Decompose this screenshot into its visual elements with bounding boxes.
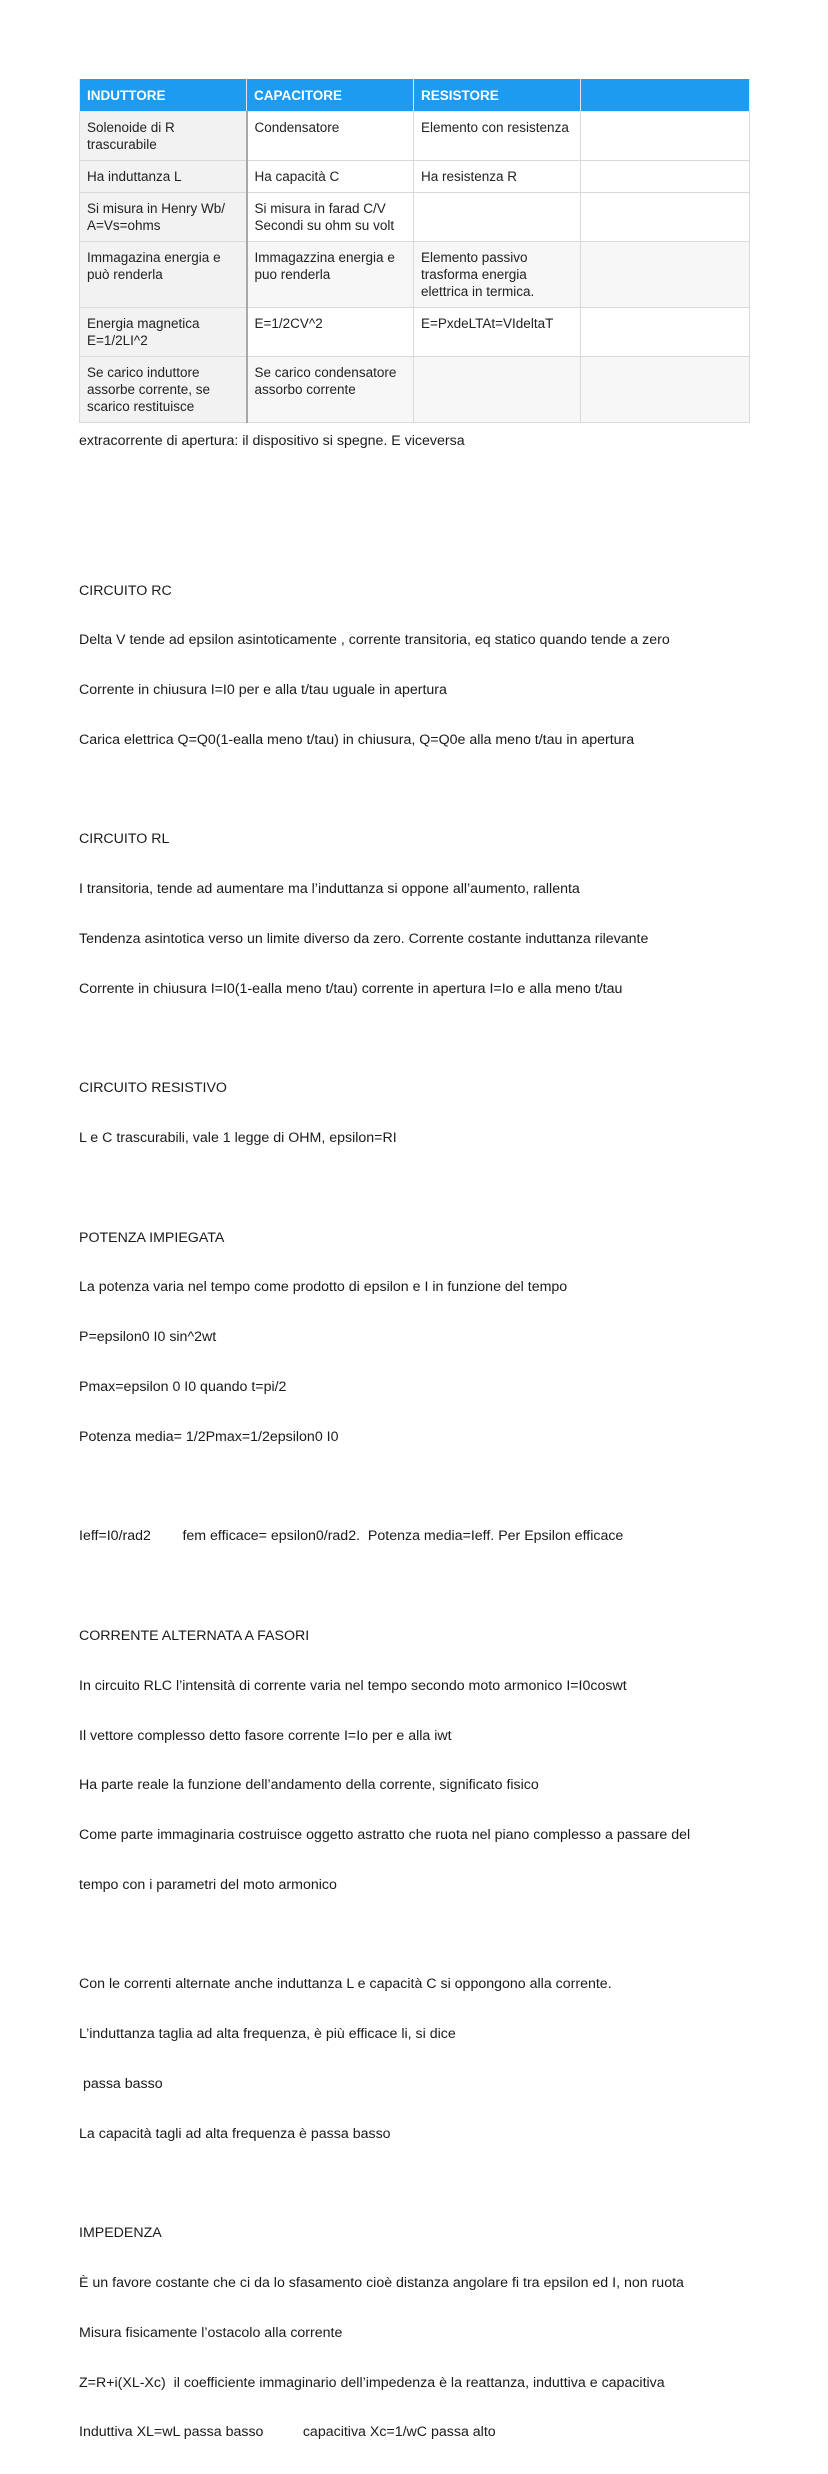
note-line: Corrente in chiusura I=I0(1-ealla meno t/tau) corrente in apertura I=Io e alla meno t/tau: [79, 980, 623, 997]
table-cell: [581, 308, 750, 357]
table-cell: Si misura in farad C/V Secondi su ohm su volt: [247, 193, 414, 242]
note-line: Il vettore complesso detto fasore corrente I=Io per e alla iwt: [79, 1727, 452, 1744]
note-line: I transitoria, tende ad aumentare ma l’induttanza si oppone all’aumento, rallenta: [79, 881, 580, 898]
section-heading-potenza: POTENZA IMPIEGATA: [79, 1229, 225, 1246]
section-heading-rl: CIRCUITO RL: [79, 831, 170, 848]
note-line: tempo con i parametri del moto armonico: [79, 1876, 337, 1893]
note-line: L e C trascurabili, vale 1 legge di OHM, epsilon=RI: [79, 1130, 397, 1147]
note-line: In circuito RLC l’intensità di corrente varia nel tempo secondo moto armonico I=I0coswt: [79, 1677, 627, 1694]
note-line: Induttiva XL=wL passa basso capacitiva Xc=1/wC passa alto: [79, 2424, 496, 2441]
section-heading-fasori: CORRENTE ALTERNATA A FASORI: [79, 1627, 310, 1644]
table-cell: Immagazina energia e può renderla: [80, 242, 247, 308]
note-line: Potenza media= 1/2Pmax=1/2epsilon0 I0: [79, 1428, 339, 1445]
table-cell: E=PxdeLTAt=VIdeltaT: [414, 308, 581, 357]
note-line: Z=R+i(XL-Xc) il coefficiente immaginario dell’impedenza è la reattanza, induttiva e capacitiva: [79, 2374, 665, 2391]
notes-body: [79, 400, 779, 2474]
note-line: passa basso: [79, 2075, 163, 2092]
table-row: [80, 308, 750, 357]
table-cell: Ha induttanza L: [80, 161, 247, 193]
table-cell: Se carico condensatore assorbo corrente: [247, 357, 414, 423]
note-line: extracorrente di apertura: il dispositivo si spegne. E viceversa: [79, 433, 465, 450]
note-line: Tendenza asintotica verso un limite diverso da zero. Corrente costante induttanza rilevante: [79, 931, 649, 947]
table-cell: Ha capacità C: [247, 161, 414, 193]
table-cell: Elemento con resistenza: [414, 112, 581, 161]
table-row: [80, 193, 750, 242]
header-capacitore: CAPACITORE: [247, 79, 414, 112]
note-line: Ieff=I0/rad2 fem efficace= epsilon0/rad2. Potenza media=Ieff. Per Epsilon efficace: [79, 1528, 624, 1545]
note-line: Delta V tende ad epsilon asintoticamente , corrente transitoria, eq statico quando tende a zero: [79, 632, 670, 649]
section-heading-rc: CIRCUITO RC: [79, 582, 172, 599]
table-header-row: [80, 79, 750, 112]
table-cell: Energia magnetica E=1/2LI^2: [80, 308, 247, 357]
note-line: Misura fisicamente l’ostacolo alla corrente: [79, 2324, 343, 2341]
table-row: [80, 161, 750, 193]
table-cell: Elemento passivo trasforma energia elettrica in termica.: [414, 242, 581, 308]
note-line: La potenza varia nel tempo come prodotto di epsilon e I in funzione del tempo: [79, 1279, 568, 1296]
section-heading-impedenza: IMPEDENZA: [79, 2225, 162, 2242]
note-line: Come parte immaginaria costruisce oggetto astratto che ruota nel piano complesso a passare del: [79, 1827, 691, 1844]
table-cell: Ha resistenza R: [414, 161, 581, 193]
table-cell: [581, 193, 750, 242]
note-line: Pmax=epsilon 0 I0 quando t=pi/2: [79, 1379, 287, 1396]
table-cell: E=1/2CV^2: [247, 308, 414, 357]
table-cell: [581, 112, 750, 161]
components-table: [79, 79, 750, 423]
table-cell: [581, 161, 750, 193]
note-line: P=epsilon0 I0 sin^2wt: [79, 1329, 217, 1346]
table-cell: Immagazzina energia e puo renderla: [247, 242, 414, 308]
note-line: La capacità tagli ad alta frequenza è passa basso: [79, 2125, 391, 2142]
note-line: Con le correnti alternate anche induttanza L e capacità C si oppongono alla corrente.: [79, 1976, 612, 1993]
note-line: È un favore costante che ci da lo sfasamento cioè distanza angolare fi tra epsilon ed I, non ruota: [79, 2275, 684, 2292]
header-empty: [581, 79, 750, 112]
table-row: [80, 242, 750, 308]
table-cell: [414, 193, 581, 242]
note-line: L’induttanza taglia ad alta frequenza, è più efficace li, si dice: [79, 2026, 456, 2043]
table-cell: Se carico induttore assorbe corrente, se scarico restituisce: [80, 357, 247, 423]
header-induttore: INDUTTORE: [80, 79, 247, 112]
note-line: Ha parte reale la funzione dell’andamento della corrente, significato fisico: [79, 1777, 539, 1794]
table-cell: Si misura in Henry Wb/ A=Vs=ohms: [80, 193, 247, 242]
note-line: Corrente in chiusura I=I0 per e alla t/tau uguale in apertura: [79, 682, 447, 699]
table-cell: Solenoide di R trascurabile: [80, 112, 247, 161]
table-row: [80, 112, 750, 161]
table-cell: Condensatore: [247, 112, 414, 161]
section-heading-resistivo: CIRCUITO RESISTIVO: [79, 1080, 227, 1097]
header-resistore: RESISTORE: [414, 79, 581, 112]
note-line: Carica elettrica Q=Q0(1-ealla meno t/tau) in chiusura, Q=Q0e alla meno t/tau in apertura: [79, 731, 635, 748]
table-cell: [581, 242, 750, 308]
